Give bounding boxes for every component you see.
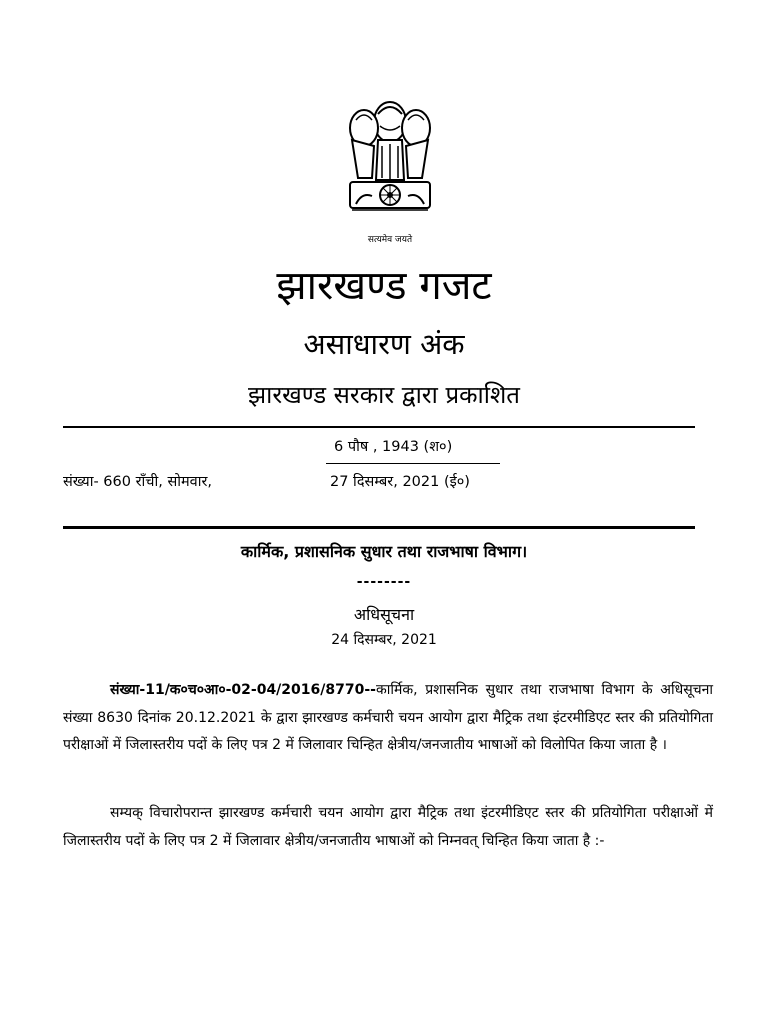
paragraph-1-text: कार्मिक, प्रशासनिक सुधार तथा राजभाषा विभाग के अधिसूचना संख्या 8630 दिनांक 20.12.2021 के द्वारा झारखण्ड कर्मचारी चयन आयोग द्वारा मैट्रिक तथा इंटरमीडिएट स्तर की प्रतियोगिता परीक्षाओं में जिलास्तरीय पदों के लिए पत्र 2 में जिलावार चिन्हित क्षेत्रीय/जनजातीय भाषाओं को विलोपित किया जाता है । bbox=[63, 682, 713, 753]
paragraph-2-text: सम्यक् विचारोपरान्त झारखण्ड कर्मचारी चयन आयोग द्वारा मैट्रिक तथा इंटरमीडिएट स्तर की प्रतियोगिता परीक्षाओं में जिलास्तरीय पदों के लिए पत्र 2 में जिलावार क्षेत्रीय/जनजातीय भाषाओं को निम्नवत् चिन्हित किया जाता है :- bbox=[63, 805, 713, 849]
gazette-subtitle: असाधारण अंक bbox=[303, 327, 465, 361]
department-heading: कार्मिक, प्रशासनिक सुधार तथा राजभाषा विभाग। bbox=[240, 542, 528, 561]
emblem-motto: सत्यमेव जयते bbox=[367, 235, 413, 245]
notification-heading: अधिसूचना bbox=[353, 605, 415, 624]
body-paragraph-2 bbox=[63, 800, 713, 855]
gazette-title: झारखण्ड गजट bbox=[276, 263, 492, 309]
header-divider-top bbox=[63, 426, 695, 428]
body-paragraph-1 bbox=[63, 677, 713, 760]
section-separator: -------- bbox=[356, 574, 412, 590]
notification-date: 24 दिसम्बर, 2021 bbox=[331, 632, 437, 648]
lion-capital-emblem-icon bbox=[338, 96, 442, 230]
national-emblem bbox=[338, 96, 442, 246]
saka-date: 6 पौष , 1943 (श०) bbox=[334, 439, 453, 455]
gregorian-date: 27 दिसम्बर, 2021 (ई०) bbox=[330, 474, 470, 490]
issue-number-place-day: संख्या- 660 राँची, सोमवार, bbox=[63, 474, 213, 490]
header-divider-bottom bbox=[63, 526, 695, 529]
notification-reference: संख्या-11/क०च०आ०-02-04/2016/8770-- bbox=[110, 682, 376, 698]
date-divider bbox=[326, 463, 500, 464]
gazette-publisher: झारखण्ड सरकार द्वारा प्रकाशित bbox=[247, 381, 520, 409]
